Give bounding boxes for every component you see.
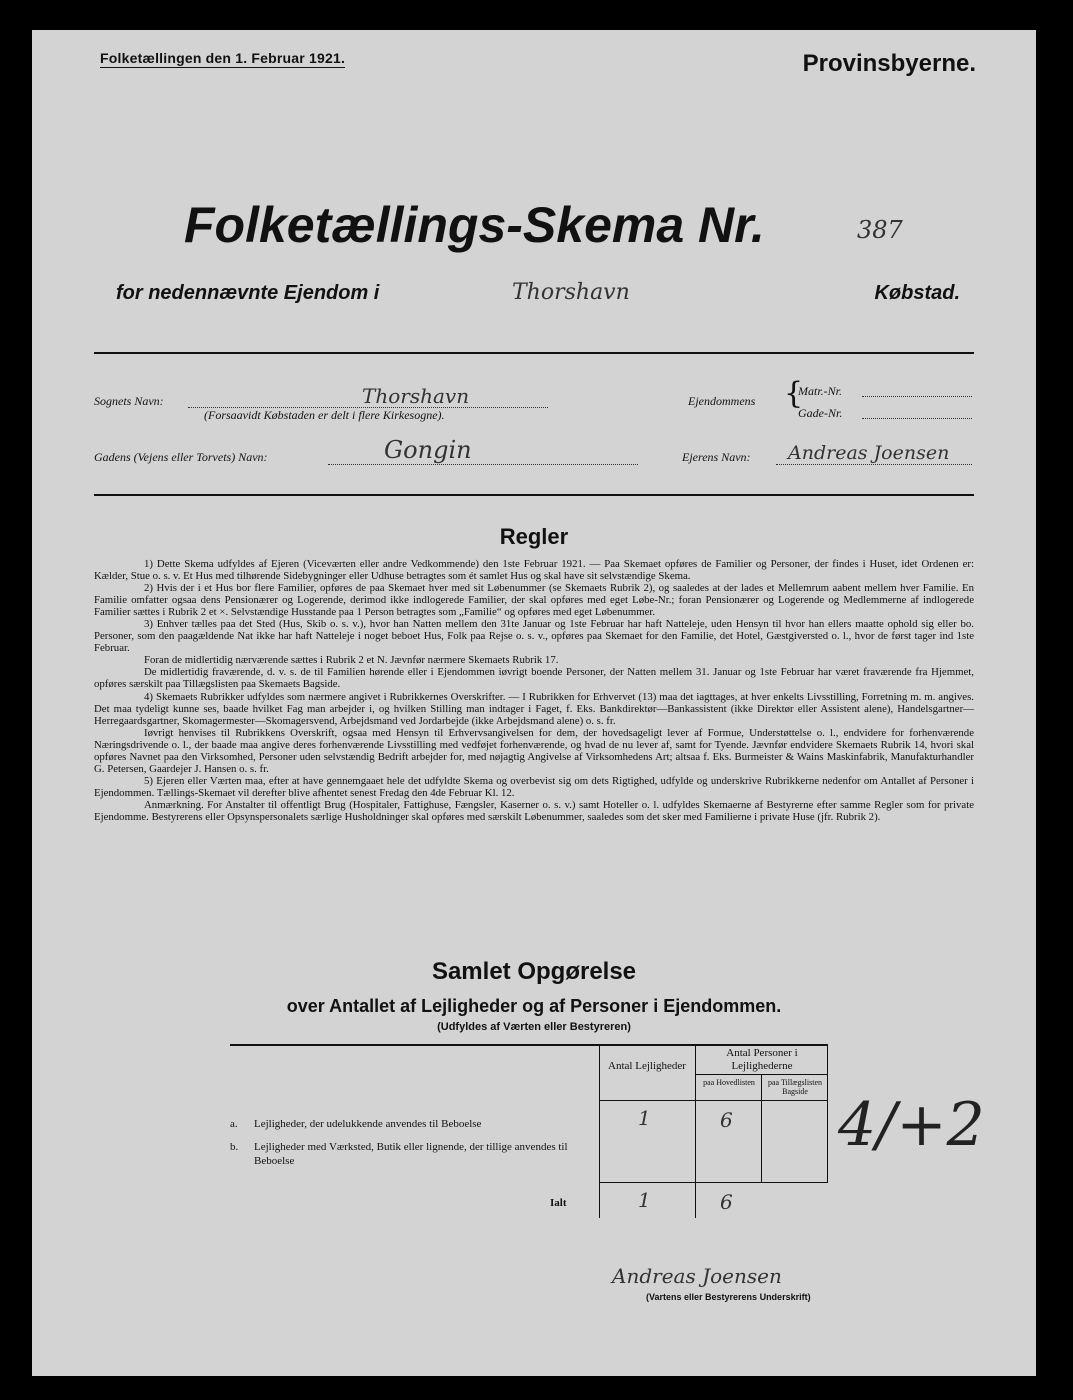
form-subtitle: for nedennævnte Ejendom i bbox=[116, 282, 380, 304]
col-header-main-list: paa Hovedlisten bbox=[703, 1078, 755, 1087]
town-type-label: Købstad. bbox=[874, 282, 960, 304]
rule-paragraph: Anmærkning. For Anstalter til offentligt Brug (Hospitaler, Fattighuse, Fængsler, Kaserner o. s. v.) samt Hoteller o. l. udfyldes Skemaerne af Bestyrerne efter samme Regler som for private Ejendomme. Bestyrerens eller Opsynspersonalets særlige Husholdninger skal opføres med særskilt Løbenummer, saaledes som det sker med Familierne i private Huse (jfr. Rubrik 2). bbox=[94, 798, 974, 823]
summary-note: (Udfyldes af Værten eller Bestyreren) bbox=[437, 1021, 631, 1033]
signature-handwritten: Andreas Joensen bbox=[612, 1264, 782, 1288]
matr-label: Matr.-Nr. bbox=[798, 384, 843, 398]
col-header-supp-list: paa Tillægslisten Bagside bbox=[767, 1078, 822, 1096]
rule-paragraph: 1) Dette Skema udfyldes af Ejeren (Viceværten eller andre Vedkommende) den 1ste Februar 1921. — Paa Skemaet opføres de Familier og Personer, der findes i Huset, idet Ordenen er: Kælder, Stue o. s. v. Et Hus med tilhørende Sidebygninger eller Udhuse betragtes som ét samlet Hus og skal have sit selvstændige Skema. bbox=[94, 558, 974, 583]
margin-note-handwritten: 4/+2 bbox=[838, 1090, 985, 1160]
street-line bbox=[328, 464, 638, 465]
property-brace: { bbox=[784, 376, 804, 411]
rule-paragraph: 4) Skemaets Rubrikker udfyldes som nærmere angivet i Rubrikkernes Overskrifter. — I Rubrikken for Erhvervet (13) maa det iagttages, at hver enkelts Livsstilling, Forretning m. m. angives. Det maa tydeligt kunne ses, baade hvilket Fag man arbejder i, og hvilken Stilling man indtager i Faget, f. Eks. Bankdirektør—Bankassistent (ikke Direktør eller Assistent alene), Handelsgartner—Herregaardsgartner, Skomagermester—Skomagersvend, Arbejdsmand ved Jordarbejde (ikke Arbejdsmand alene) o. s. fr. bbox=[94, 690, 974, 727]
parish-value-handwritten: Thorshavn bbox=[362, 384, 470, 408]
rule-paragraph: 3) Enhver tælles paa det Sted (Hus, Skib o. s. v.), hvor han Natten mellem den 31te Januar og 1ste Februar har haft Natteleje, uden Hensyn til hvor han ellers maatte ophold sig eller bo. Personer, som den paagældende Nat ikke har haft Natteleje i noget beboet Hus, Folk paa Rejse o. s. v., opføres paa Skemaet for den Familie, det Hotel, Gæstgiversted o. l., hvor de først tager ind 1ste Februar. bbox=[94, 618, 974, 655]
row-b-label: b. bbox=[230, 1141, 239, 1153]
form-number-handwritten: 387 bbox=[857, 216, 903, 244]
gade-line bbox=[862, 418, 972, 419]
matr-line bbox=[862, 396, 972, 397]
table-col-rule bbox=[761, 1074, 762, 1182]
gade-label: Gade-Nr. bbox=[798, 406, 843, 420]
street-value-handwritten: Gongin bbox=[384, 436, 472, 464]
rules-body bbox=[94, 558, 974, 823]
table-sub-rule bbox=[696, 1074, 828, 1075]
owner-value-handwritten: Andreas Joensen bbox=[788, 442, 950, 464]
region-label: Provinsbyerne. bbox=[802, 50, 976, 77]
parish-note: (Forsaavidt Købstaden er delt i flere Kirkesogne). bbox=[204, 408, 445, 422]
row-a-apartments-handwritten: 1 bbox=[638, 1106, 651, 1130]
col-header-apartments: Antal Lejligheder bbox=[608, 1060, 686, 1072]
form-title: Folketællings-Skema Nr. bbox=[184, 197, 765, 253]
col-header-persons: Antal Personer i Lejlighederne bbox=[726, 1047, 798, 1072]
row-a-text: Lejligheder, der udelukkende anvendes til Beboelse bbox=[254, 1118, 482, 1130]
parish-label: Sognets Navn: bbox=[94, 394, 164, 408]
signature-caption: (Vartens eller Bestyrerens Underskrift) bbox=[646, 1292, 811, 1302]
table-top-rule bbox=[230, 1044, 828, 1046]
row-b-text: Lejligheder med Værksted, Butik eller lignende, der tillige anvendes til Beboelse bbox=[254, 1141, 568, 1167]
rule-paragraph: Foran de midlertidig nærværende sættes i Rubrik 2 et N. Jævnfør nærmere Skemaets Rubrik 17. bbox=[144, 654, 559, 667]
total-main-handwritten: 6 bbox=[720, 1190, 733, 1214]
row-a-main-handwritten: 6 bbox=[720, 1108, 733, 1132]
summary-title: Samlet Opgørelse bbox=[431, 958, 637, 985]
owner-label: Ejerens Navn: bbox=[682, 450, 751, 464]
property-label: Ejendommens bbox=[688, 394, 756, 408]
town-handwritten: Thorshavn bbox=[512, 280, 630, 305]
rule-paragraph: De midlertidig fraværende, d. v. s. de til Familien hørende eller i Ejendommen iøvrigt boende Personer, der Natten mellem 31. Januar og 1ste Februar har været fraværende fra Hjemmet, opføres særskilt paa Tillægslisten paa Skemaets Bagside. bbox=[94, 666, 974, 691]
census-form-sheet bbox=[32, 30, 1036, 1376]
table-col-rule bbox=[695, 1044, 696, 1218]
row-a-label: a. bbox=[230, 1118, 238, 1130]
table-col-rule bbox=[599, 1044, 600, 1218]
rule-paragraph: 2) Hvis der i et Hus bor flere Familier, opføres de paa Skemaet hver med sit Løbenummer (se Skemaets Rubrik 2), og saaledes at der lades et Mellemrum aabent mellem hver Familie. En Familie omfatter ogsaa dens Pensionærer og Logerende, derimod ikke indlogerede Familier, der skal opføres med eget Løbe-Nr.; foran Pensionærer og Logerende og Medlemmerne af indlogerede Familier sættes i Rubrik 2 et ×. Selvstændige Husstande paa 1 Person betragtes som „Familie“ og opføres med eget Løbenummer. bbox=[94, 582, 974, 619]
street-label: Gadens (Vejens eller Torvets) Navn: bbox=[94, 450, 268, 464]
owner-line bbox=[776, 464, 972, 465]
rules-title: Regler bbox=[499, 524, 569, 549]
census-date-label: Folketællingen den 1. Februar 1921. bbox=[100, 50, 346, 66]
divider-top bbox=[94, 352, 974, 354]
summary-subtitle: over Antallet af Lejligheder og af Personer i Ejendommen. bbox=[286, 996, 782, 1016]
rule-paragraph: 5) Ejeren eller Værten maa, efter at have gennemgaaet hele det udfyldte Skema og overbevist sig om dets Rigtighed, udfylde og underskrive Rubrikkerne nedenfor om Antallet af Personer i Ejendommen. Tællings-Skemaet vil derefter blive afhentet senest Fredag den 4de Februar Kl. 12. bbox=[94, 774, 974, 799]
table-col-rule bbox=[827, 1044, 828, 1182]
table-header-rule bbox=[600, 1100, 828, 1101]
rule-paragraph: Iøvrigt henvises til Rubrikkens Overskrift, ogsaa med Hensyn til Erhvervsangivelsen for dem, der hovedsageligt lever af Formue, Understøttelse o. l., endvidere for forhenværende Næringsdrivende o. l., der baade maa angive deres forhenværende Livsstilling med vedføjet forhenværende, og hvad de nu lever af, samt for Tyende. Jævnfør endvidere Skemaets Rubrik 14, hvori skal opføres Navnet paa den Virksomhed, Personer uden selvstændig Bedrift arbejder for, med nøjagtig Angivelse af Virksomhedens Art; altsaa f. Eks. Burmeister & Wains Maskinfabrik, Manufakturhandler G. Petersen, Gaardejer J. Hansen o. s. fr. bbox=[94, 726, 974, 775]
total-apartments-handwritten: 1 bbox=[638, 1188, 651, 1212]
table-body-rule bbox=[600, 1182, 828, 1183]
divider-fields bbox=[94, 494, 974, 496]
total-label: Ialt bbox=[550, 1197, 567, 1209]
